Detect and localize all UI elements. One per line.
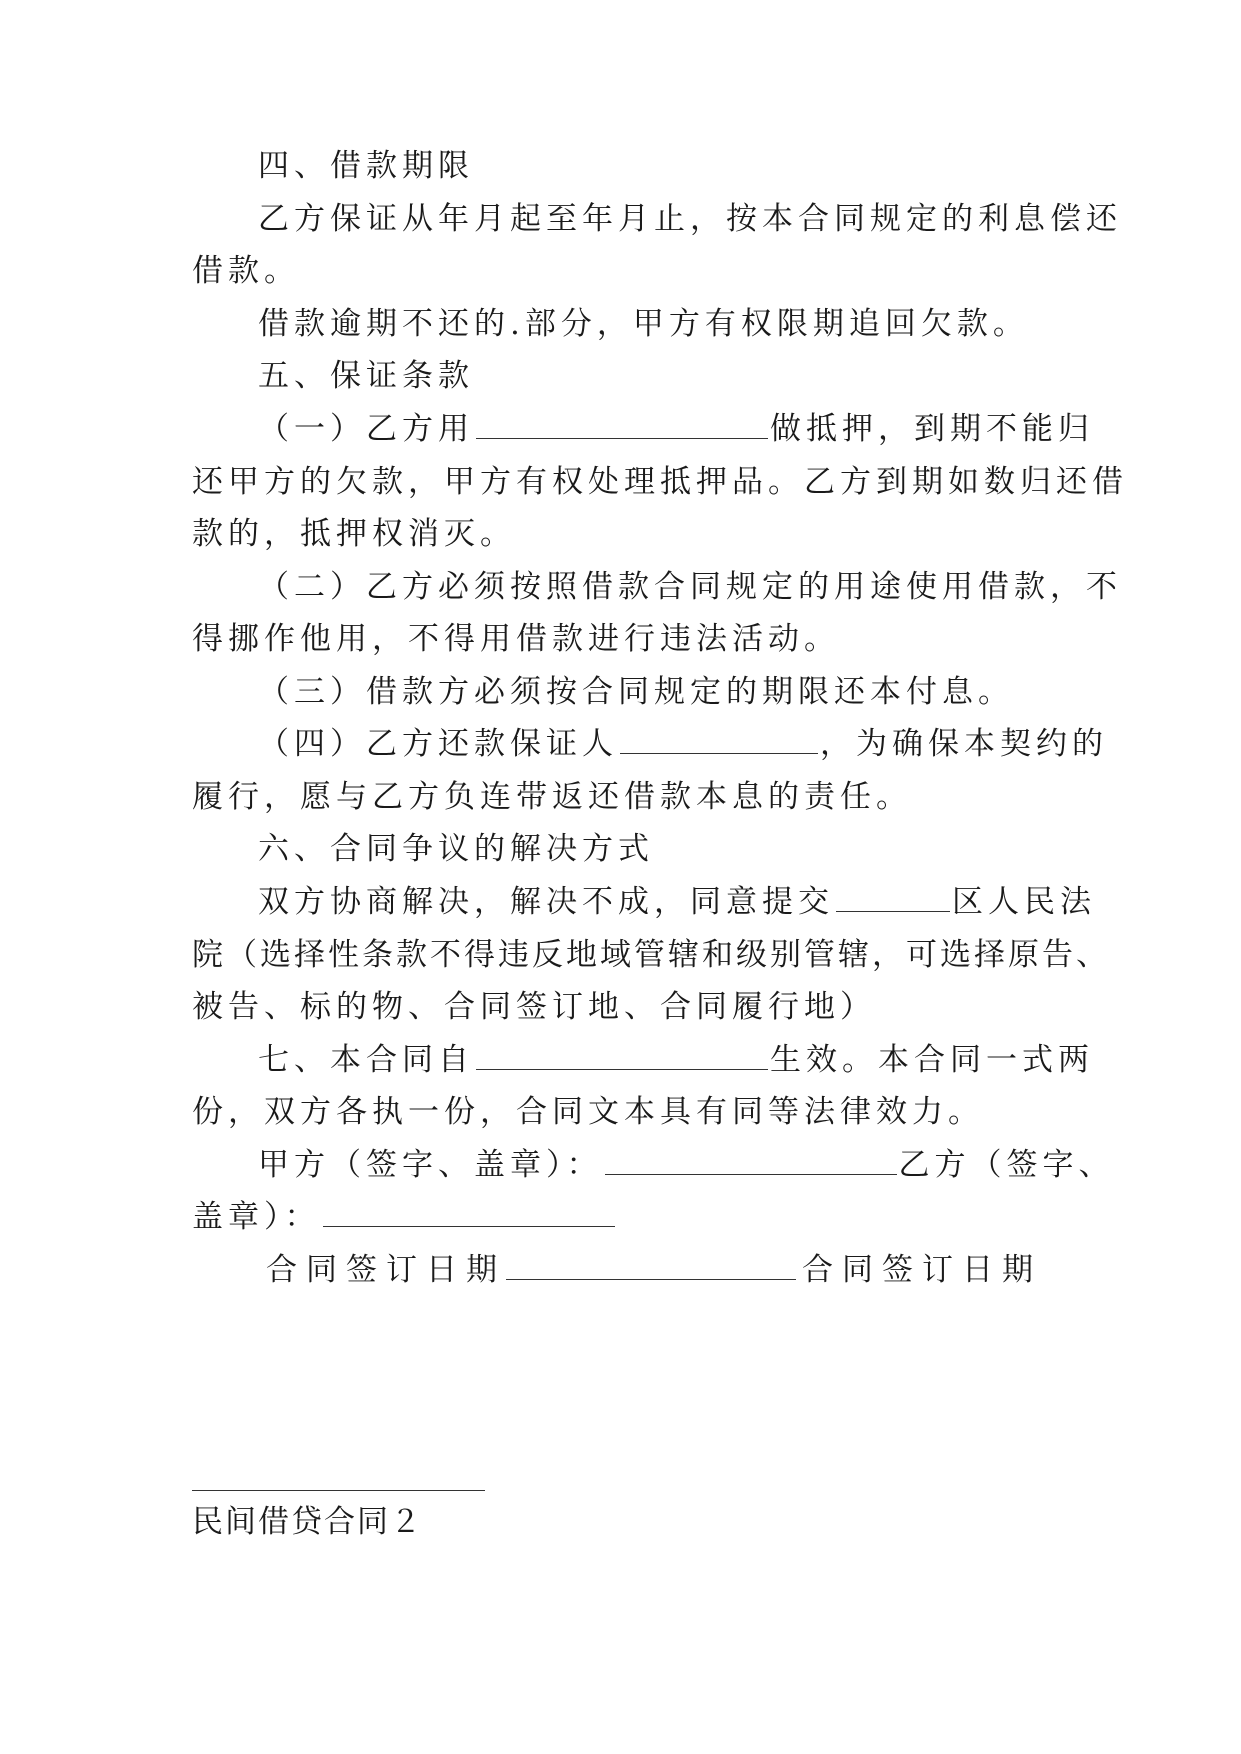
party-b-seal-label: 盖章）： [192, 1199, 321, 1235]
section-7-line-1 [258, 1040, 1094, 1080]
section-7-line-2: 份，双方各执一份，合同文本具有同等法律效力。 [192, 1094, 984, 1130]
section-4-heading: 四、借款期限 [258, 148, 474, 184]
clause-3-line-1: （三）借款方必须按合同规定的期限还本付息。 [258, 674, 1014, 710]
clause-2-line-2: 得挪作他用，不得用借款进行违法活动。 [192, 621, 840, 657]
clause-1-prefix: （一）乙方用 [258, 411, 474, 447]
section-6-line-2: 院（选择性条款不得违反地域管辖和级别管辖，可选择原告、 [192, 937, 1110, 973]
section-6-heading: 六、合同争议的解决方式 [258, 831, 654, 867]
signing-date-line [266, 1250, 1072, 1290]
signing-date-blank-1 [506, 1251, 796, 1280]
section-6-suffix: 区人民法 [952, 884, 1096, 920]
signature-line-1 [258, 1145, 1115, 1185]
section-6-line-3: 被告、标的物、合同签订地、合同履行地） [192, 989, 876, 1025]
court-blank [836, 883, 950, 912]
clause-1-line-2: 还甲方的欠款，甲方有权处理抵押品。乙方到期如数归还借 [192, 464, 1128, 500]
clause-4-prefix: （四）乙方还款保证人 [258, 726, 618, 762]
signing-date-label-2: 合同签订日期 [802, 1252, 1042, 1288]
signing-date-blank-2 [192, 1490, 485, 1491]
party-b-signature-label: 乙方（签字、 [898, 1147, 1115, 1183]
next-contract-title: 民间借贷合同２ [192, 1504, 423, 1540]
clause-4-line-2: 履行，愿与乙方负连带返还借款本息的责任。 [192, 779, 912, 815]
effective-date-blank [476, 1041, 768, 1070]
section-4-paragraph-line-1: 乙方保证从年月起至年月止，按本合同规定的利息偿还 [258, 201, 1122, 237]
clause-4-suffix: ，为确保本契约的 [820, 726, 1108, 762]
collateral-blank [476, 410, 768, 439]
signature-line-2 [192, 1197, 1072, 1237]
party-a-signature-label: 甲方（签字、盖章）： [258, 1147, 603, 1183]
section-4-paragraph-line-2: 借款。 [192, 253, 300, 289]
section-7-suffix: 生效。本合同一式两 [770, 1042, 1094, 1078]
party-b-signature-blank [323, 1198, 615, 1227]
clause-4-line-1 [258, 724, 1108, 764]
section-7-prefix: 七、本合同自 [258, 1042, 474, 1078]
signing-date-label-1: 合同签订日期 [266, 1252, 506, 1288]
clause-1-line-3: 款的，抵押权消灭。 [192, 516, 516, 552]
clause-1-suffix: 做抵押，到期不能归 [770, 411, 1094, 447]
section-6-prefix: 双方协商解决，解决不成，同意提交 [258, 884, 834, 920]
section-5-heading: 五、保证条款 [258, 358, 474, 394]
clause-2-line-1: （二）乙方必须按照借款合同规定的用途使用借款，不 [258, 569, 1122, 605]
party-a-signature-blank [605, 1146, 897, 1175]
clause-1-line-1 [258, 409, 1094, 449]
section-6-line-1 [258, 882, 1096, 922]
guarantor-blank [620, 725, 818, 754]
section-4-overdue-line: 借款逾期不还的.部分，甲方有权限期追回欠款。 [258, 306, 1029, 342]
